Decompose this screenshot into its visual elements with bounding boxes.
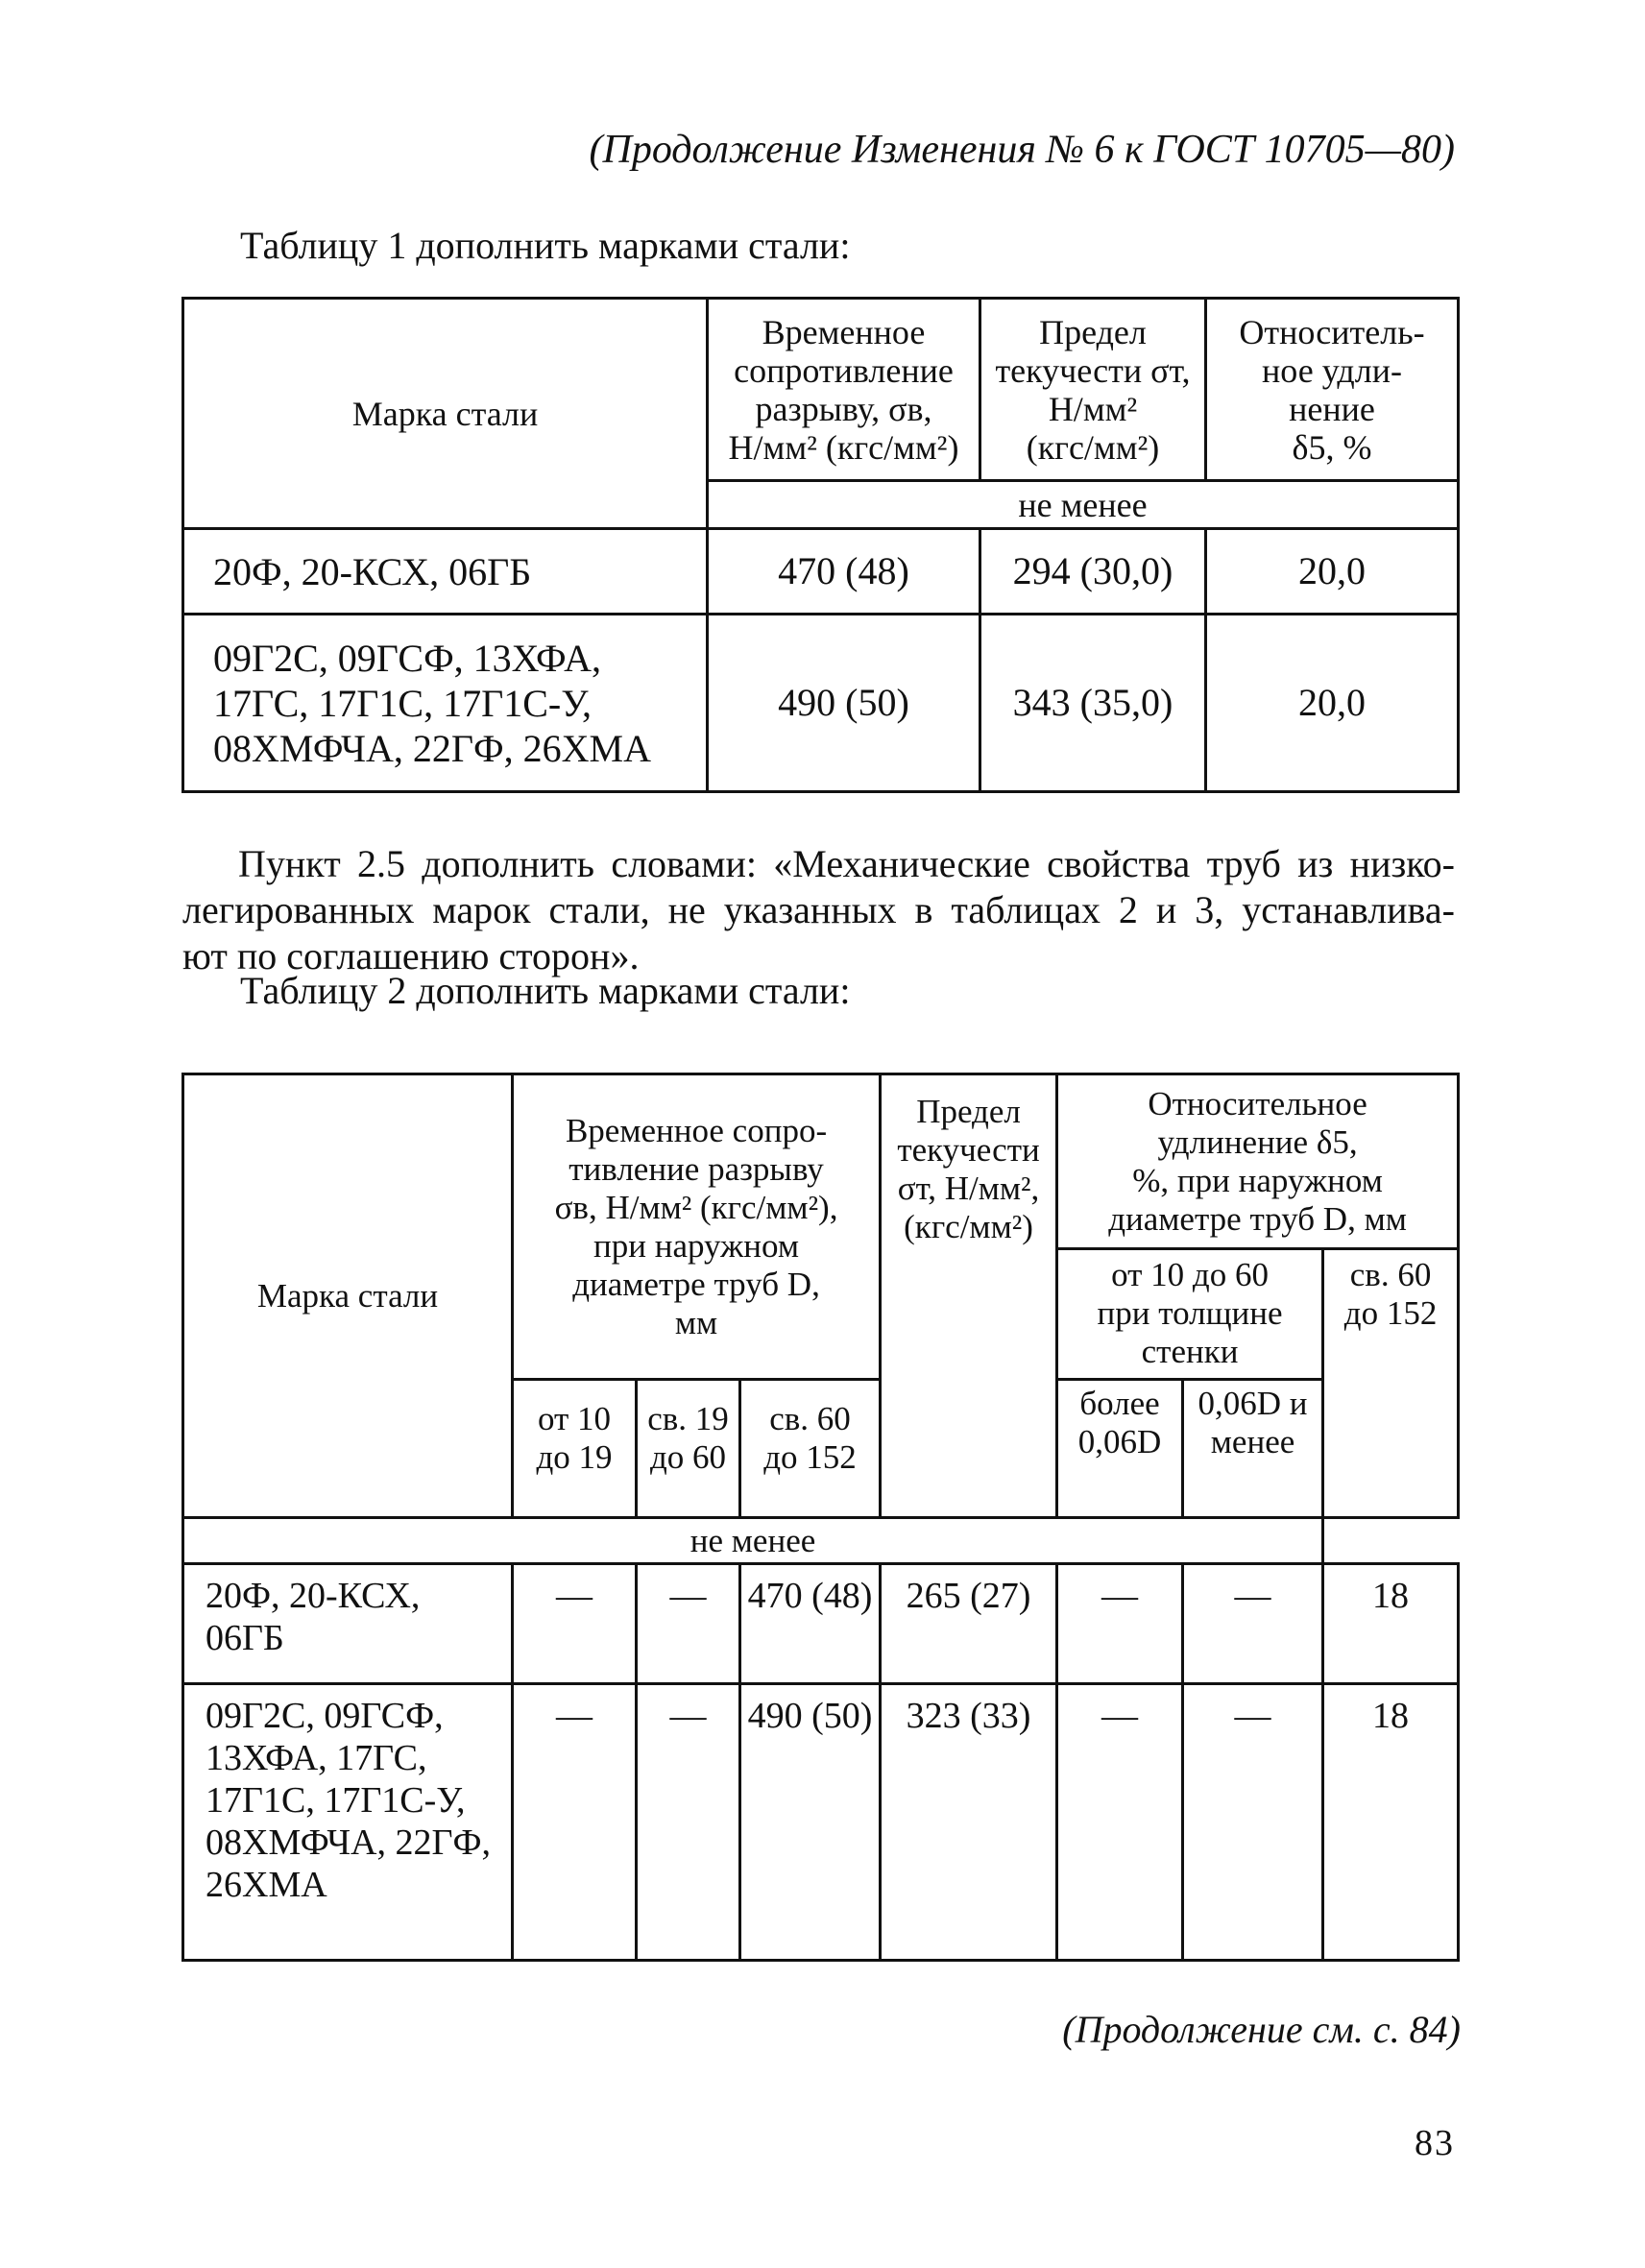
t2-header-grade: Марка стали [183, 1074, 513, 1518]
t2-row2-t1: — [513, 1684, 637, 1961]
t2-row1-e3: 18 [1323, 1564, 1459, 1684]
t1-header-tensile: Временное сопротивление разрыву, σв, Н/мм² (кгс/мм²) [708, 299, 980, 481]
t2-row1-grade: 20Ф, 20-КСХ, 06ГБ [183, 1564, 513, 1684]
t2-row1-e1: — [1057, 1564, 1183, 1684]
t2-row1-e2: — [1183, 1564, 1323, 1684]
t2-row2-grade: 09Г2С, 09ГСФ, 13ХФА, 17ГС, 17Г1С, 17Г1С-У, 08ХМФЧА, 22ГФ, 26ХМА [183, 1684, 513, 1961]
t2-row1-t2: — [637, 1564, 740, 1684]
t2-header-tensile: Временное сопро- тивление разрыву σв, Н/мм² (кгс/мм²), при наружном диаметре труб D, мм [513, 1074, 881, 1380]
table-2 [181, 1073, 1460, 1962]
table1-intro: Таблицу 1 дополнить марками стали: [240, 224, 851, 267]
t2-row1-t1: — [513, 1564, 637, 1684]
t2-row1-t3: 470 (48) [740, 1564, 881, 1684]
table-row [183, 1684, 1459, 1961]
document-header: (Продолжение Изменения № 6 к ГОСТ 10705—80) [589, 128, 1455, 172]
t1-row2-grade: 09Г2С, 09ГСФ, 13ХФА, 17ГС, 17Г1С, 17Г1С-У, 08ХМФЧА, 22ГФ, 26ХМА [183, 615, 708, 792]
t2-header-elongation: Относительное удлинение δ5, %, при наружном диаметре труб D, мм [1057, 1074, 1459, 1249]
t1-row2-tensile: 490 (50) [708, 615, 980, 792]
t1-row1-yield: 294 (30,0) [980, 529, 1206, 615]
t1-header-grade: Марка стали [183, 299, 708, 529]
table-row [183, 615, 1459, 792]
table-1 [181, 297, 1460, 793]
t1-row1-tensile: 470 (48) [708, 529, 980, 615]
table-row [183, 1564, 1459, 1684]
table-row [183, 529, 1459, 615]
page-number: 83 [1415, 2123, 1455, 2163]
t2-header-yield: Предел текучести σт, Н/мм², (кгс/мм²) [881, 1074, 1057, 1518]
t2-subheader-60-152: св. 60 до 152 [740, 1380, 881, 1518]
t2-row2-e2: — [1183, 1684, 1323, 1961]
t2-subheader-elong-60-152: св. 60 до 152 [1323, 1249, 1459, 1518]
t2-row2-t2: — [637, 1684, 740, 1961]
t1-row1-elongation: 20,0 [1206, 529, 1459, 615]
t2-subheader-10-19: от 10 до 19 [513, 1380, 637, 1518]
t1-header-elongation: Относитель- ное удли- нение δ5, % [1206, 299, 1459, 481]
continued-note: (Продолжение см. с. 84) [1062, 2008, 1461, 2051]
t1-row2-elongation: 20,0 [1206, 615, 1459, 792]
t1-header-yield: Предел текучести σт, Н/мм² (кгс/мм²) [980, 299, 1206, 481]
t2-row2-t3: 490 (50) [740, 1684, 881, 1961]
t2-row1-yield: 265 (27) [881, 1564, 1057, 1684]
t1-not-less: не менее [708, 481, 1459, 529]
t2-not-less: не менее [183, 1518, 1323, 1564]
t2-subheader-more: более 0,06D [1057, 1380, 1183, 1518]
t2-row2-e3: 18 [1323, 1684, 1459, 1961]
t2-subheader-19-60: св. 19 до 60 [637, 1380, 740, 1518]
table2-intro: Таблицу 2 дополнить марками стали: [240, 969, 851, 1012]
t2-subheader-wall: от 10 до 60 при толщине стенки [1057, 1249, 1323, 1380]
t2-subheader-less: 0,06D и менее [1183, 1380, 1323, 1518]
t2-row2-e1: — [1057, 1684, 1183, 1961]
paragraph-2-5: Пункт 2.5 дополнить словами: «Механические свойства труб из низко- легированных марок стали, не указанных в таблицах 2 и 3, устанавлива- ют по соглашению сторон». [182, 842, 1455, 977]
t1-row1-grade: 20Ф, 20-КСХ, 06ГБ [183, 529, 708, 615]
t1-row2-yield: 343 (35,0) [980, 615, 1206, 792]
t2-row2-yield: 323 (33) [881, 1684, 1057, 1961]
